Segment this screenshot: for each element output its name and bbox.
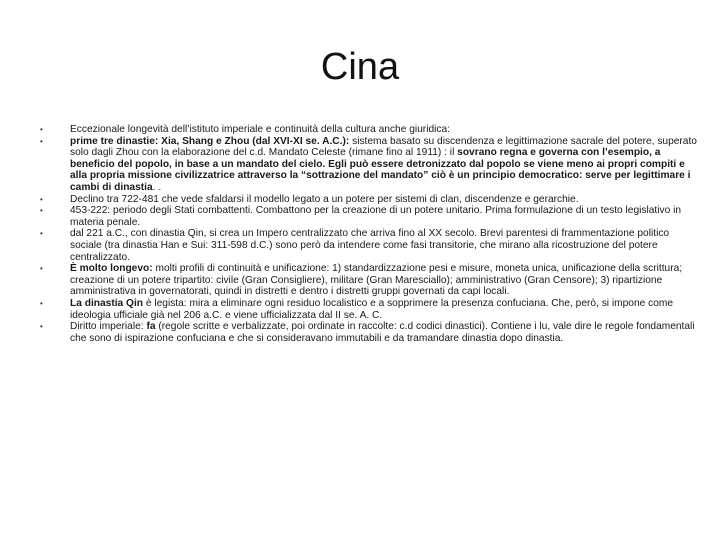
text-segment: Diritto imperiale:	[70, 321, 147, 333]
bullet-text	[70, 228, 669, 262]
slide-title: Cina	[320, 46, 400, 88]
text-segment: è legista: mira a eliminare ogni residuo localistico e a sopprimere la presenza confuciana. Che, però, si impone come ideologia ufficiale già nel 206 a.C. e viene ufficializzata dal II se. A. C.	[70, 297, 674, 321]
bullet-dot-icon: •	[40, 194, 43, 204]
bold-text-segment: La dinastia Qin	[70, 297, 144, 309]
bold-text-segment: fa	[146, 321, 156, 333]
text-segment: 453-222: periodo degli Stati combattenti. Combattono per la creazione di un potere unitario. Prima formulazione di un testo legislativo in materia penale.	[70, 205, 682, 228]
text-segment: Declino tra 722-481 che vede sfaldarsi il modello legato a un potere per sistemi di clan, discendenze e gerarchie.	[70, 193, 579, 205]
bullet-text	[70, 263, 682, 297]
bullet-text	[70, 321, 695, 344]
bullet-item	[40, 321, 698, 344]
bullet-list	[40, 124, 698, 344]
text-segment: dal 221 a.C., con dinastia Qin, si crea un Impero centralizzato che arriva fino al XX secolo. Brevi parentesi di frammentazione politico sociale (tra dinastia Han e Sui: 311-598 d.C.) sono però da intendere come fasi transitorie, che mirano alla ricostruzione del potere centralizzato.	[70, 228, 670, 263]
bullet-dot-icon: •	[40, 322, 43, 332]
bullet-text	[70, 205, 681, 228]
bullet-dot-icon: •	[40, 206, 43, 216]
text-segment: molti profili di continuità e unificazione: 1) standardizzazione pesi e misure, moneta unica, unificazione della scrittura; creazione di un potere tripartito: civile (Gran Consigliere), militare (Gran Maresciallo); amministrativo (Gran Censore); 3) ripartizione amministrativa in governatorati, quindi in distretti e dentro i distretti gruppi governati da capi locali.	[70, 263, 683, 298]
bullet-item	[40, 205, 698, 228]
bullet-dot-icon: •	[40, 264, 43, 274]
bullet-item	[40, 124, 698, 136]
bullet-text	[70, 124, 450, 135]
bullet-dot-icon: •	[40, 229, 43, 239]
bullet-dot-icon: •	[40, 125, 43, 134]
bold-text-segment: sovrano regna e governa con l’esempio, a beneficio del popolo, in base a un mandato del cielo. Egli può essere detronizzato dal popolo se viene meno ai propri compiti e alla propria missione civilizzatrice attraverso la “sottrazione del mandato” ciò è un principio democratico: serve per legittimare i cambi di dinastia	[70, 147, 691, 193]
text-segment: sistema basato su discendenza e legittimazione sacrale del potere, superato solo dagli Zhou con la elaborazione del c.d. Mandato Celeste (rimane fino al 1911) : il	[70, 135, 697, 159]
text-segment: . .	[152, 181, 162, 193]
text-segment: (regole scritte e verbalizzate, poi ordinate in raccolte: c.d codici dinastici). Contiene i lu, vale dire le regole fondamentali che sono di ispirazione confuciana e che si consideravano immutabili e da tramandare dinastia dopo dinastia.	[70, 321, 695, 344]
bold-text-segment: È molto longevo:	[70, 263, 153, 275]
bullet-text	[70, 194, 579, 205]
text-segment: Eccezionale longevità dell’istituto imperiale e continuità della cultura anche giuridica:	[70, 124, 450, 135]
bullet-text	[70, 298, 673, 321]
bold-text-segment: prime tre dinastie: Xia, Shang e Zhou (dal XVI-XI se. A.C.):	[70, 135, 350, 147]
bullet-dot-icon: •	[40, 298, 43, 308]
bullet-item	[40, 194, 698, 206]
bullet-item	[40, 228, 698, 263]
bullet-item	[40, 136, 698, 194]
bullet-item	[40, 298, 698, 321]
bullet-item	[40, 263, 698, 298]
bullet-text	[70, 136, 697, 193]
bullet-dot-icon: •	[40, 136, 43, 146]
